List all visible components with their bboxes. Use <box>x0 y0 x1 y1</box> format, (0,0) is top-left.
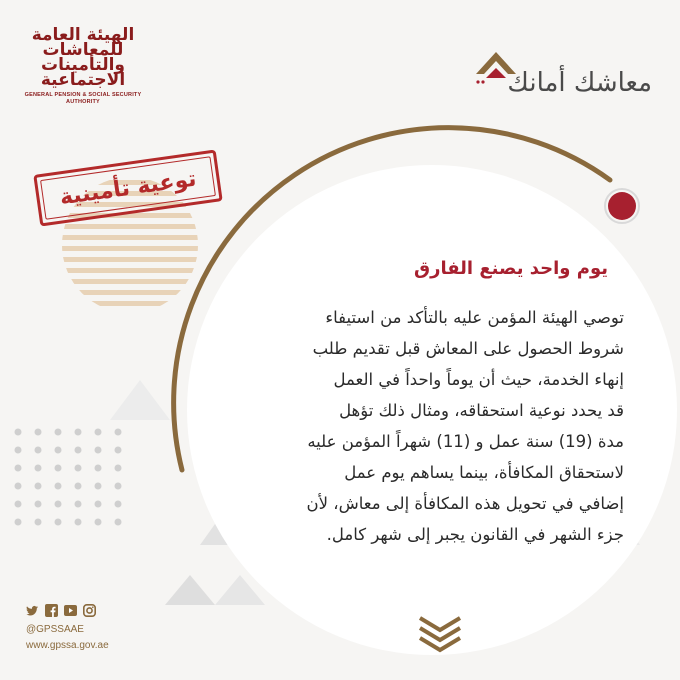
article-line: شروط الحصول على المعاش قبل تقديم طلب <box>312 339 624 358</box>
instagram-icon[interactable] <box>83 604 96 617</box>
headline: يوم واحد يصنع الفارق <box>413 258 608 279</box>
brand-slogan: معاشك أمانك <box>507 68 652 98</box>
article-line: مدة (19) سنة عمل و (11) شهراً المؤمن عليه <box>307 432 624 451</box>
social-handle[interactable]: @GPSSAAE <box>26 624 84 635</box>
article-line: إضافي في تحويل هذه المكافأة إلى معاش، لأن <box>306 494 624 513</box>
article-line: لاستحقاق المكافأة، بينما يساهم يوم عمل <box>344 463 624 482</box>
authority-logo-english: GENERAL PENSION & SOCIAL SECURITY AUTHORITY <box>24 92 142 105</box>
article-body <box>184 302 624 550</box>
bg-triangle <box>110 380 170 420</box>
youtube-icon[interactable] <box>64 604 77 617</box>
article-line: جزء الشهر في القانون يجبر إلى شهر كامل. <box>326 525 624 544</box>
article-line: إنهاء الخدمة، حيث أن يوماً واحداً في العمل <box>333 370 624 389</box>
bg-triangle <box>165 575 215 605</box>
stamp-label: توعية تأمينية <box>58 166 198 210</box>
authority-logo-arabic: الهيئة العامة للمعاشات والتأمينات الاجتماعية <box>31 25 135 90</box>
website-link[interactable]: www.gpssa.gov.ae <box>26 640 109 651</box>
twitter-icon[interactable] <box>26 604 39 617</box>
article-line: توصي الهيئة المؤمن عليه بالتأكد من استيفاء <box>325 308 624 327</box>
article-line: قد يحدد نوعية استحقاقه، ومثال ذلك تؤهل <box>339 401 624 420</box>
red-dot <box>608 192 636 220</box>
social-links <box>26 604 96 617</box>
dot-grid <box>15 429 122 526</box>
facebook-icon[interactable] <box>45 604 58 617</box>
